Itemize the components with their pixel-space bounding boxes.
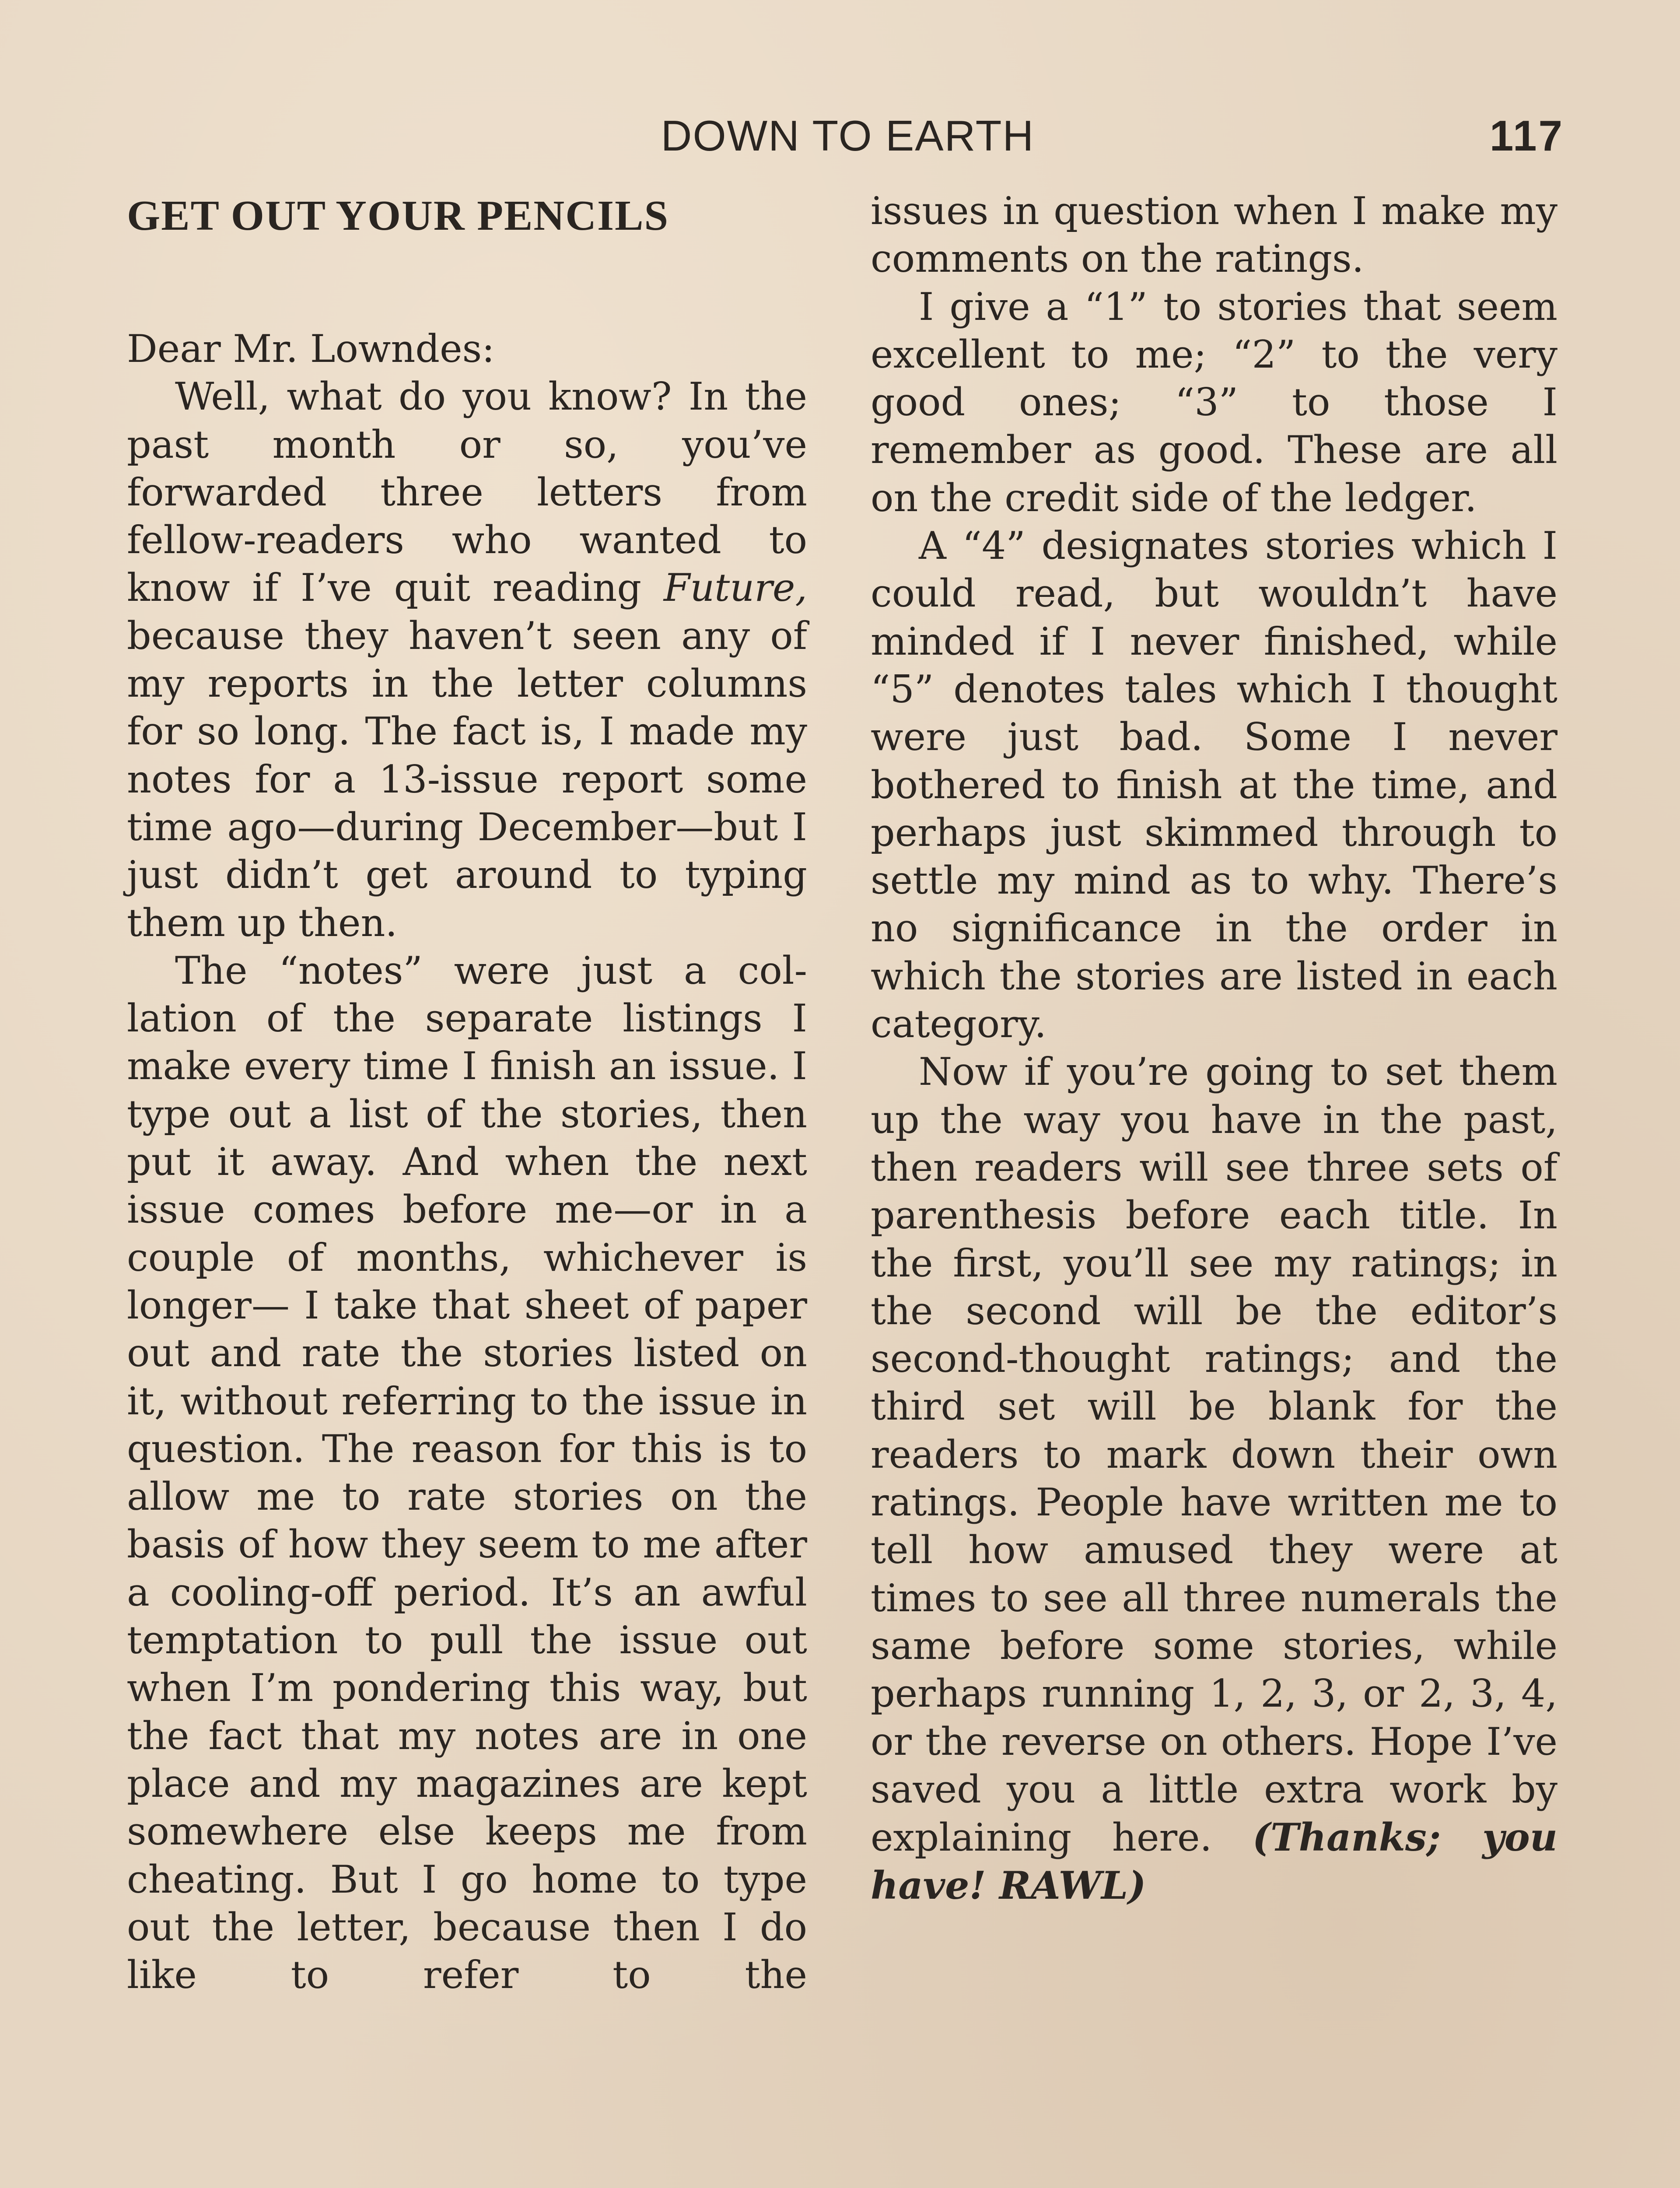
page-number: 117: [1489, 112, 1564, 160]
paragraph-1-text-a: Well, what do you know? In the past month or so, you’ve forwarded three letters from fellow-readers who wanted to know if I’ve quit reading: [127, 374, 807, 610]
right-column: [871, 187, 1558, 1910]
letter-paragraph-1: [127, 373, 807, 947]
running-head: DOWN TO EARTH: [661, 112, 1035, 160]
page-header: [131, 107, 1564, 164]
letter-paragraph-5: [871, 1048, 1558, 1910]
left-column: [127, 187, 807, 1999]
paragraph-1-text-b: because they haven’t seen any of my reports in the letter columns for so long. The fact is, I made my notes for a 13-issue report some time ago—during December—but I just didn’t get around to typing them up then.: [127, 613, 807, 945]
letter-paragraph-3: I give a “1” to stories that seem excellent to me; “2” to the very good ones; “3” to those I remember as good. These are all on the credit side of the ledger.: [871, 284, 1558, 520]
magazine-title: Future,: [663, 565, 807, 610]
editor-reply: (Thanks; you have! RAWL): [871, 1815, 1558, 1908]
letter-salutation: Dear Mr. Lowndes:: [127, 326, 495, 371]
letter-paragraph-2-continued: issues in question when I make my comments on the ratings.: [871, 189, 1558, 281]
letter-paragraph-2: The “notes” were just a collation of the separate listings I make every time I finish an issue. I type out a list of the stories, then put it away. And when the next issue comes before me—or in a couple of months, whichever is longer— I take that sheet of paper out and rate the stories listed on it, without referring to the issue in question. The reason for this is to allow me to rate stories on the basis of how they seem to me after a cooling-off period. It’s an awful temptation to pull the issue out when I’m pondering this way, but the fact that my notes are in one place and my magazines are kept somewhere else keeps me from cheating. But I go home to type out the letter, because then I do like to refer to the: [127, 948, 807, 1998]
paragraph-5-text: Now if you’re going to set them up the way you have in the past, then readers will see three sets of parenthesis before each title. In the first, you’ll see my ratings; in the second will be the editor’s second-thought ratings; and the third set will be blank for the readers to mark down their own ratings. People have written me to tell how amused they were at times to see all three numerals the same before some stories, while perhaps running 1, 2, 3, or 2, 3, 4, or the reverse on others. Hope I’ve saved you a little extra work by explaining here.: [871, 1049, 1558, 1860]
letter-paragraph-4: A “4” designates stories which I could read, but wouldn’t have minded if I never finished, while “5” denotes tales which I thought were just bad. Some I never bothered to finish at the time, and perhaps just skimmed through to settle my mind as to why. There’s no significance in the order in which the stories are listed in each category.: [871, 523, 1558, 1047]
letter-heading: GET OUT YOUR PENCILS: [127, 192, 669, 239]
